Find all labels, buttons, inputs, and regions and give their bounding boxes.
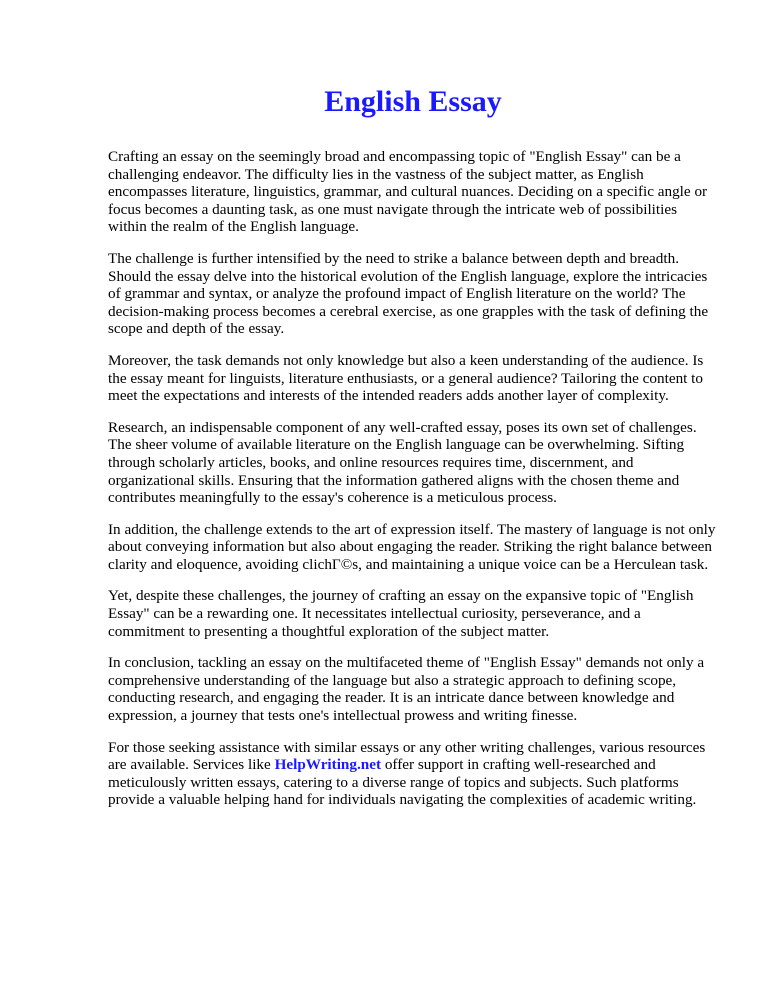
paragraph-8 — [108, 739, 718, 809]
helpwriting-link[interactable]: HelpWriting.net — [274, 756, 382, 774]
paragraph-1: Crafting an essay on the seemingly broad and encompassing topic of "English Essay" can be a challenging endeavor. The difficulty lies in the vastness of the subject matter, as English encompasses literature, linguistics, grammar, and cultural nuances. Deciding on a specific angle or focus becomes a daunting task, as one must navigate through the intricate web of possibilities within the realm of the English language. — [108, 148, 708, 236]
document-page — [108, 84, 718, 823]
paragraph-8-after-link: offer support in crafting well-researched and meticulously written essays, catering to a diverse range of topics and subjects. Such platforms provide a valuable helping hand for individuals navigating the complexities of academic writing. — [108, 756, 697, 809]
paragraph-8-before-link: For those seeking assistance with similar essays or any other writing challenges, various resources are available. Services like — [108, 738, 706, 774]
paragraph-2: The challenge is further intensified by the need to strike a balance between depth and breadth. Should the essay delve into the historical evolution of the English language, explore the intricacies of grammar and syntax, or analyze the profound impact of English literature on the world? The decision-making process becomes a cerebral exercise, as one grapples with the task of defining the scope and depth of the essay. — [108, 249, 709, 338]
paragraph-4: Research, an indispensable component of any well-crafted essay, poses its own set of challenges. The sheer volume of available literature on the English language can be overwhelming. Sifting through scholarly articles, books, and online resources requires time, discernment, and organizational skills. Ensuring that the information gathered aligns with the chosen theme and contributes meaningfully to the essay's coherence is a meticulous process. — [108, 418, 697, 507]
paragraph-6: Yet, despite these challenges, the journey of crafting an essay on the expansive topic of "English Essay" can be a rewarding one. It necessitates intellectual curiosity, perseverance, and a commitment to presenting a thoughtful exploration of the subject matter. — [108, 587, 694, 640]
paragraph-5: In addition, the challenge extends to the art of expression itself. The mastery of language is not only about conveying information but also about engaging the reader. Striking the right balance between clarity and eloquence, avoiding clichΓ©s, and maintaining a unique voice can be a Herculean task. — [108, 520, 716, 573]
paragraph-7: In conclusion, tackling an essay on the multifaceted theme of "English Essay" demands not only a comprehensive understanding of the language but also a strategic approach to defining scope, conducting research, and engaging the reader. It is an intricate dance between knowledge and expression, a journey that tests one's intellectual prowess and writing finesse. — [108, 654, 705, 725]
paragraph-3: Moreover, the task demands not only knowledge but also a keen understanding of the audience. Is the essay meant for linguists, literature enthusiasts, or a general audience? Tailoring the content to meet the expectations and interests of the intended readers adds another layer of complexity. — [108, 351, 704, 405]
document-title: English Essay — [324, 85, 502, 118]
